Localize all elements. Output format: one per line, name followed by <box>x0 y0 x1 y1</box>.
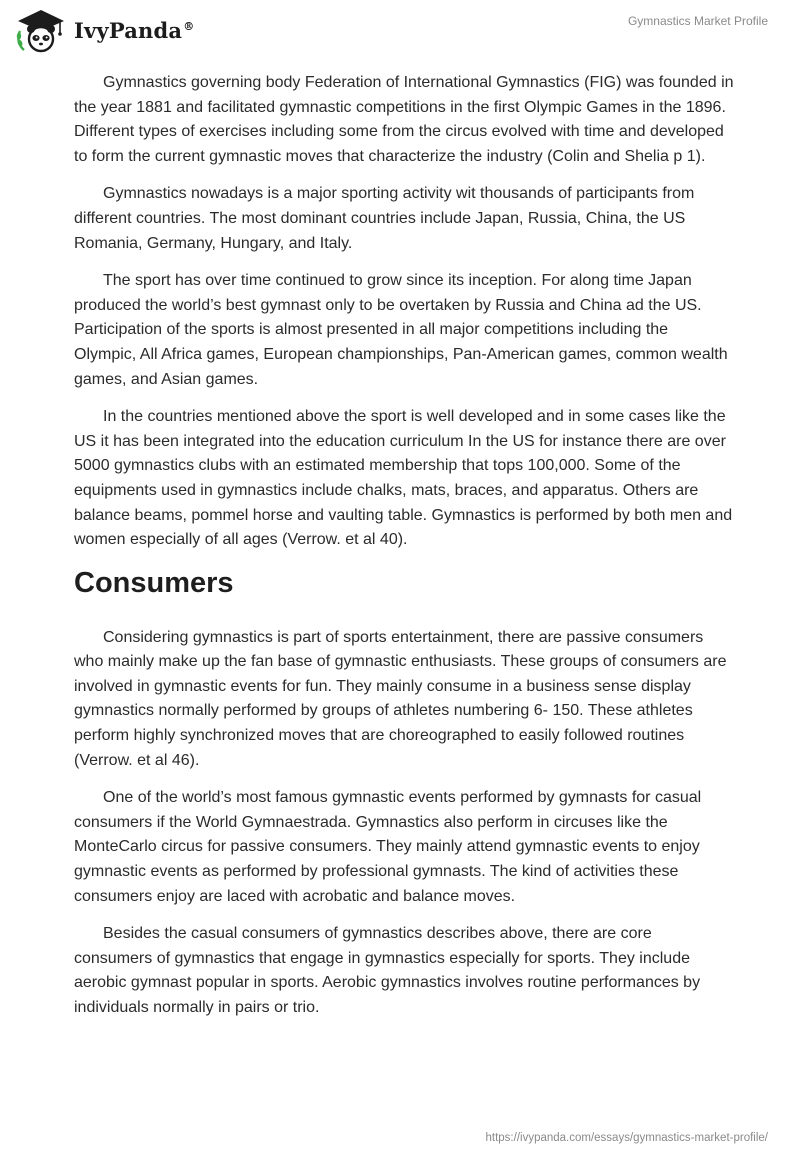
document-title: Gymnastics Market Profile <box>627 14 768 28</box>
brand-name <box>74 18 194 43</box>
section-heading-consumers: Consumers <box>74 566 234 599</box>
source-url-link[interactable]: https://ivypanda.com/essays/gymnastics-market-profile/ <box>485 1132 768 1144</box>
page-header <box>0 0 800 60</box>
paragraph: In the countries mentioned above the sport is well developed and in some cases like the US it has been integrated into the education curriculum In the US for instance there are over 5000 gymnastics clubs with an estimated membership that tops 100,000. Some of the equipments used in gymnastics include chalks, mats, braces, and apparatus. Others are balance beams, pommel horse and vaulting table. Gymnastics is performed by both men and women especially of all ages (Verrow. et al 40). <box>74 408 733 549</box>
paragraph: Besides the casual consumers of gymnastics describes above, there are core consumers of gymnastics that engage in gymnastics especially for sports. They include aerobic gymnast popular in sports. Aerobic gymnastics involves routine performances by individuals normally in pairs or trio. <box>74 925 701 1016</box>
paragraph: Considering gymnastics is part of sports entertainment, there are passive consumers who mainly make up the fan base of gymnastic enthusiasts. These groups of consumers are involved in gymnastic events for fun. They mainly consume in a business sense display gymnastics normally performed by groups of athletes numbering 6- 150. These athletes perform highly synchronized moves that are choreographed to easily followed routines (Verrow. et al 46). <box>74 628 727 769</box>
paragraph: Gymnastics governing body Federation of International Gymnastics (FIG) was founded in the year 1881 and facilitated gymnastic competitions in the first Olympic Games in the 1896. Different types of exercises including some from the circus evolved with time and developed to form the current gymnastic moves that characterize the industry (Colin and Shelia p 1). <box>74 74 734 165</box>
panda-graduate-icon <box>14 7 68 53</box>
paragraph: One of the world’s most famous gymnastic events performed by gymnasts for casual consumers if the World Gymnaestrada. Gymnastics also perform in circuses like the MonteCarlo circus for passive consumers. They mainly attend gymnastic events to enjoy gymnastic events as performed by professional gymnasts. The kind of activities these consumers enjoy are laced with acrobatic and balance moves. <box>74 789 702 905</box>
brand-name-text: IvyPanda <box>74 17 183 43</box>
paragraph: The sport has over time continued to grow since its inception. For along time Japan produced the world’s best gymnast only to be overtaken by Russia and China ad the US. Participation of the sports is almost presented in all major competitions including the Olympic, All Africa games, European championships, Pan-American games, common wealth games, and Asian games. <box>74 272 728 388</box>
paragraph: Gymnastics nowadays is a major sporting activity wit thousands of participants from different countries. The most dominant countries include Japan, Russia, China, the US Romania, Germany, Hungary, and Italy. <box>74 185 695 252</box>
essay-body <box>74 71 734 1034</box>
brand-logo[interactable] <box>14 7 194 53</box>
registered-mark: ® <box>183 19 195 33</box>
